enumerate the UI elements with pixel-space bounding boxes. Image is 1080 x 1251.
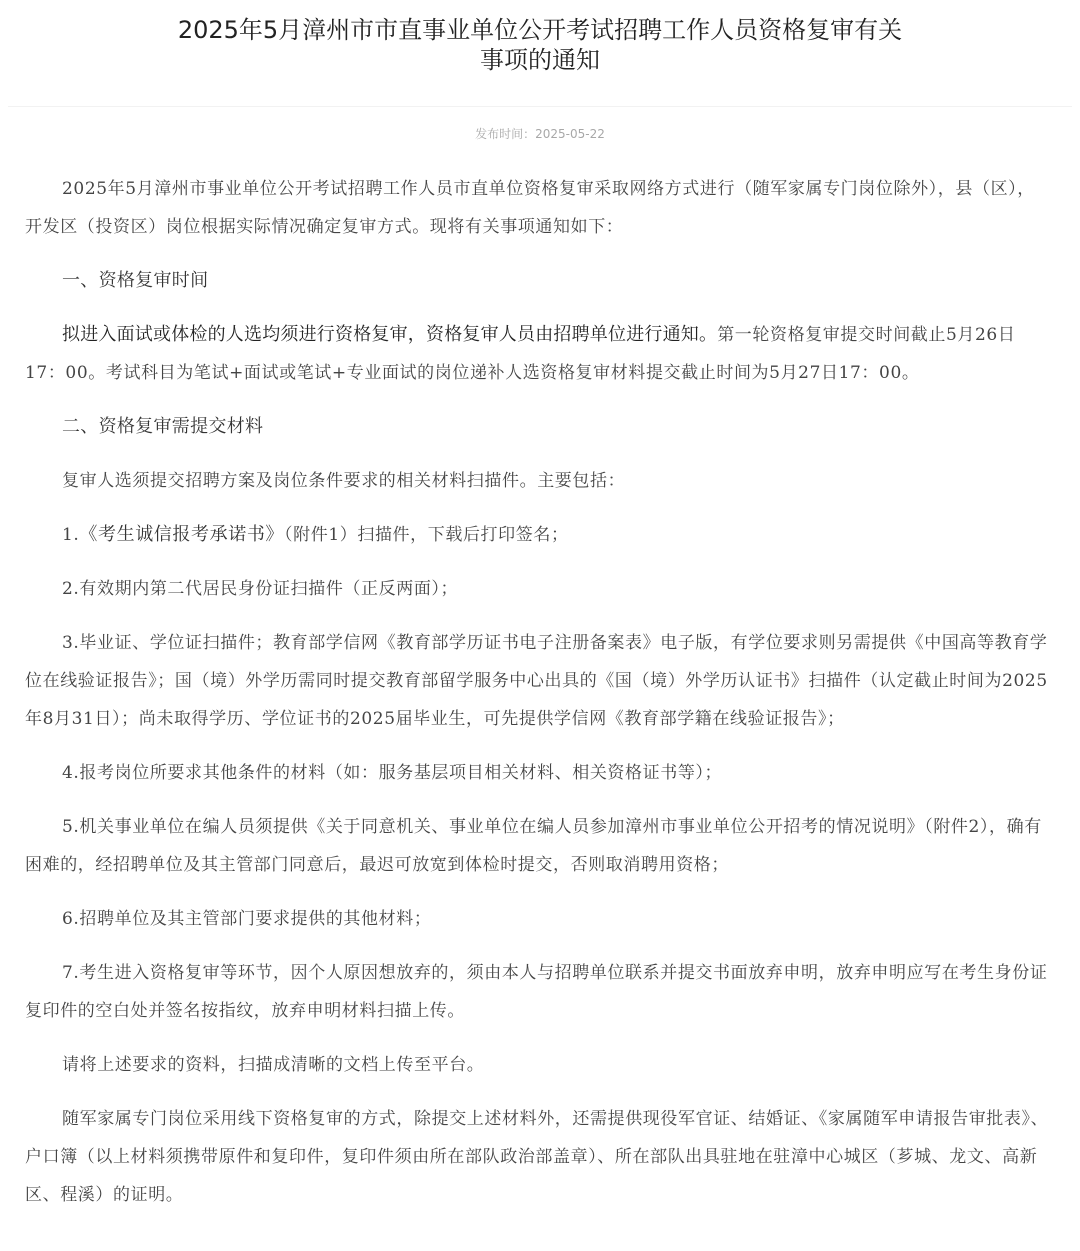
material-item-7: 7.考生进入资格复审等环节，因个人原因想放弃的，须由本人与招聘单位联系并提交书面放弃申明，放弃申明应写在考生身份证复印件的空白处并签名按指纹，放弃申明材料扫描上传。 [25,963,1048,1021]
section-heading-materials: 二、资格复审需提交材料 [62,416,264,437]
material-item-2: 2.有效期内第二代居民身份证扫描件（正反两面）； [62,579,459,599]
title-divider [8,106,1072,107]
material-item-3: 3.毕业证、学位证扫描件；教育部学信网《教育部学历证书电子注册备案表》电子版，有学位要求则另需提供《中国高等教育学位在线验证报告》；国（境）外学历需同时提交教育部留学服务中心出具的《国（境）外学历认证书》扫描件（认定截止时间为2025年8月31日）；尚未取得学历、学位证书的2025届毕业生，可先提供学信网《教育部学籍在线验证报告》； [25,633,1048,729]
publish-date: 发布时间：2025-05-22 [475,127,605,141]
material-item-1 [25,516,1052,554]
material-item-5: 5.机关事业单位在编人员须提供《关于同意机关、事业单位在编人员参加漳州市事业单位公开招考的情况说明》（附件2），确有困难的，经招聘单位及其主管部门同意后，最迟可放宽到体检时提交，否则取消聘用资格； [25,817,1042,875]
material-item-1-detail: （附件1）扫描件，下载后打印签名； [284,525,569,545]
military-family-paragraph: 随军家属专门岗位采用线下资格复审的方式，除提交上述材料外，还需提供现役军官证、结婚证、《家属随军申请报告审批表》、户口簿（以上材料须携带原件和复印件，复印件须由所在部队政治部盖章）、所在部队出具驻地在驻漳中心城区（芗城、龙文、高新区、程溪）的证明。 [25,1109,1049,1205]
material-item-4: 4.报考岗位所要求其他条件的材料（如：服务基层项目相关材料、相关资格证书等）； [62,763,723,783]
materials-intro-paragraph: 复审人选须提交招聘方案及岗位条件要求的相关材料扫描件。主要包括： [62,471,626,491]
article-title-line1: 2025年5月漳州市市直事业单位公开考试招聘工作人员资格复审有关 [177,16,903,44]
upload-instruction-paragraph: 请将上述要求的资料，扫描成清晰的文档上传至平台。 [62,1055,485,1075]
article-title-line2: 事项的通知 [480,46,600,74]
article-title [0,0,1080,75]
review-time-lead: 拟进入面试或体检的人选均须进行资格复审，资格复审人员由招聘单位进行通知。 [62,324,718,345]
integrity-pledge-title: 《考生诚信报考承诺书》 [79,524,285,545]
intro-paragraph: 2025年5月漳州市事业单位公开考试招聘工作人员市直单位资格复审采取网络方式进行（随军家属专门岗位除外），县（区），开发区（投资区）岗位根据实际情况确定复审方式。现将有关事项通知如下： [25,179,1035,237]
material-item-6: 6.招聘单位及其主管部门要求提供的其他材料； [62,909,432,929]
review-time-detail: 第一轮资格复审提交时间截止5月26日17：00。考试科目为笔试+面试或笔试+专业面试的岗位递补人选资格复审材料提交截止时间为5月27日17：00。 [25,325,1016,383]
material-item-1-number: 1. [62,525,80,545]
review-time-paragraph [25,316,1052,392]
article-body [0,170,1080,1214]
section-heading-review-time: 一、资格复审时间 [62,270,209,291]
